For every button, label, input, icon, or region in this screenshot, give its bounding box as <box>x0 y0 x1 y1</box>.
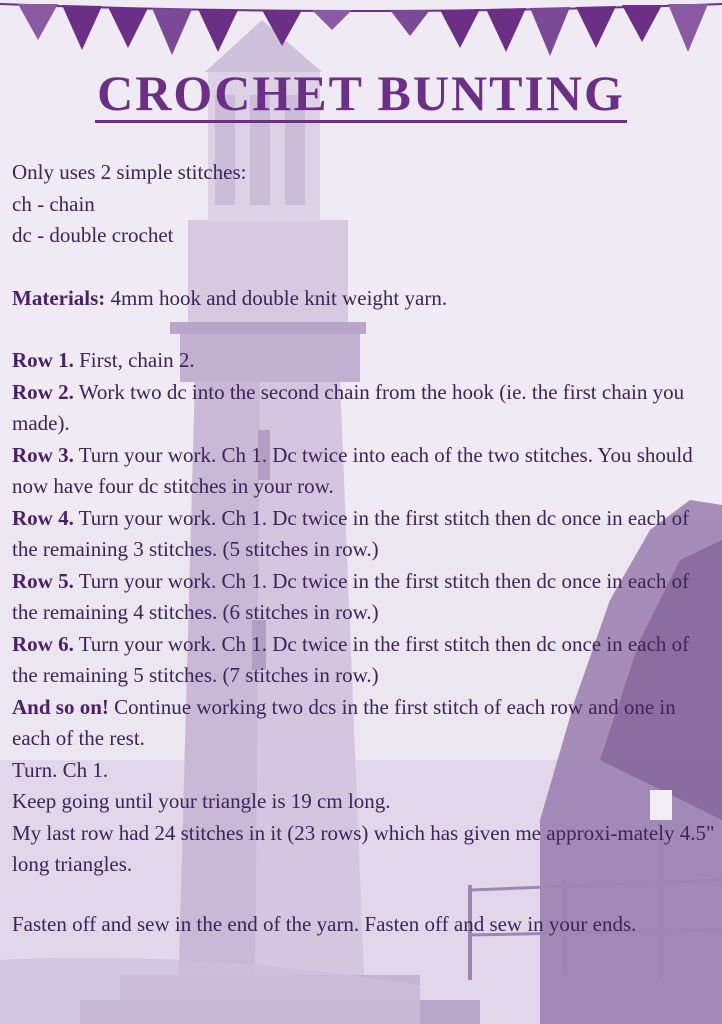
materials-text: 4mm hook and double knit weight yarn. <box>105 285 448 310</box>
page-title: CROCHET BUNTING <box>97 65 625 121</box>
row-text: Continue working two dcs in the first stitch of each row and one in each of the rest. <box>12 694 676 750</box>
keep-going-line: Keep going until your triangle is 19 cm long. <box>12 789 391 813</box>
row-text: First, chain 2. <box>73 348 195 372</box>
row-label: And so on! <box>12 694 109 719</box>
row-text: Turn your work. Ch 1. Dc twice in the first stitch then dc once in each of the remaining 4 stitches. (6 stitches in row.) <box>12 568 690 624</box>
row-label: Row 5. <box>12 568 74 593</box>
row-label: Row 6. <box>12 631 74 656</box>
row-text: Turn your work. Ch 1. Dc twice in the first stitch then dc once in each of the remaining 5 stitches. (7 stitches in row.) <box>12 631 690 687</box>
row-text: Turn your work. Ch 1. Dc twice in the first stitch then dc once in each of the remaining 3 stitches. (5 stitches in row.) <box>12 505 690 561</box>
row-5 <box>12 566 718 629</box>
intro-line-3: dc - double crochet <box>12 223 174 247</box>
row-text: Work two dc into the second chain from the hook (ie. the first chain you made). <box>12 379 685 435</box>
last-row-line: My last row had 24 stitches in it (23 rows) which has given me approxi-mately 4.5" long triangles. <box>12 820 715 876</box>
row-4 <box>12 503 718 566</box>
row-text: Turn your work. Ch 1. Dc twice into each of the two stitches. You should now have four dc stitches in your row. <box>12 442 693 498</box>
intro-line-1: Only uses 2 simple stitches: <box>12 160 247 184</box>
turn-line: Turn. Ch 1. <box>12 757 109 782</box>
row-label: Row 4. <box>12 505 74 530</box>
row-label: Row 2. <box>12 379 74 404</box>
row-1 <box>12 345 718 377</box>
row-3 <box>12 440 718 503</box>
row-label: Row 1. <box>12 348 74 372</box>
row-6 <box>12 629 718 692</box>
intro-line-2: ch - chain <box>12 191 95 216</box>
bunting-decoration <box>0 0 722 70</box>
pattern-instructions <box>12 157 718 940</box>
row-label: Row 3. <box>12 442 74 467</box>
materials-line <box>12 283 718 315</box>
row-2 <box>12 377 718 440</box>
materials-label: Materials: <box>12 285 106 310</box>
and-so-on <box>12 692 718 755</box>
finish-line: Fasten off and sew in the end of the yarn. Fasten off and sew in your ends. <box>12 911 637 936</box>
